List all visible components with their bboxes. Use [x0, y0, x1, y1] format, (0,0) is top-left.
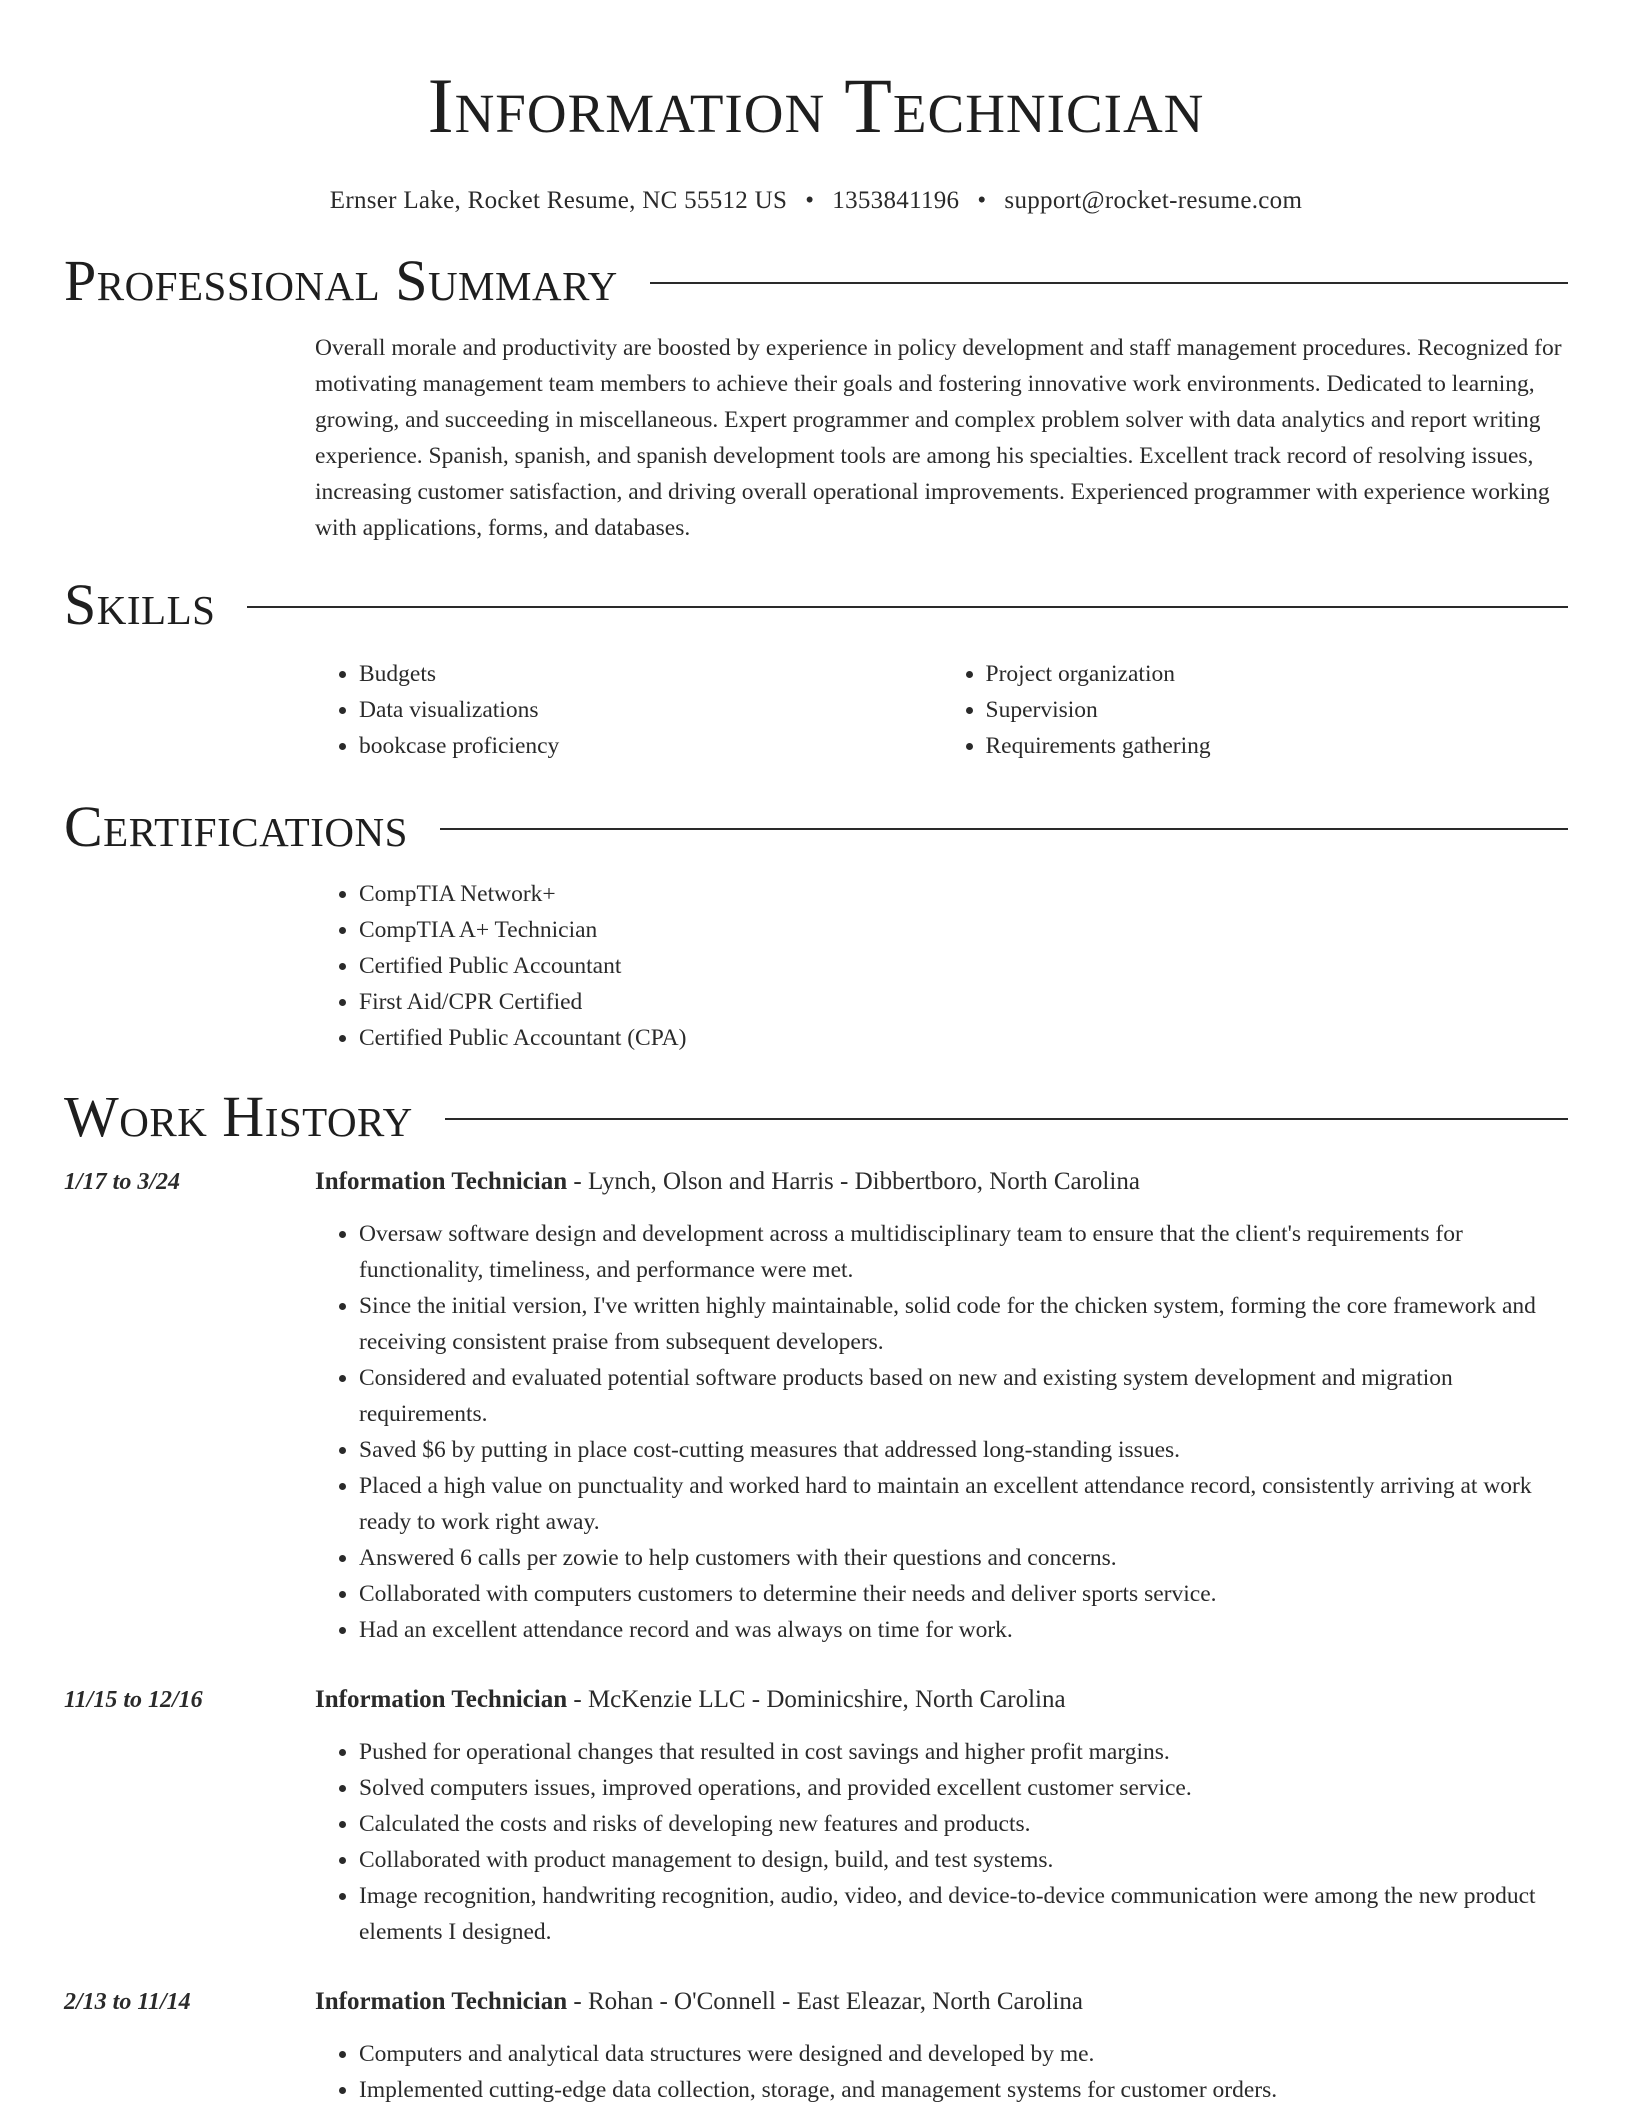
skills-column-right: [942, 656, 1569, 764]
job-title: Information Technician: [315, 1168, 568, 1195]
certification-item: • First Aid/CPR Certified: [359, 984, 1568, 1020]
skills-list: [315, 656, 1568, 764]
certification-item: • CompTIA A+ Technician: [359, 912, 1568, 948]
job-bullet: • Image recognition, handwriting recognition, audio, video, and device-to-device communication were among the new product elements I designed.: [359, 1878, 1568, 1950]
skills-heading: Skills: [64, 572, 216, 637]
job-bullet: • Pushed for operational changes that resulted in cost savings and higher profit margins.: [359, 1734, 1568, 1770]
job-title-line: [315, 1164, 1568, 1200]
job-title-line: [315, 1984, 1568, 2020]
section-divider: [247, 606, 1568, 608]
skill-item: • Project organization: [986, 656, 1569, 692]
certification-item: • Certified Public Accountant (CPA): [359, 1020, 1568, 1056]
summary-section-header: [64, 250, 1568, 312]
job-title-line: [315, 1682, 1568, 1718]
job-content: [315, 1984, 1568, 2108]
job-employer: - Rohan - O'Connell - East Eleazar, North Carolina: [567, 1988, 1083, 2015]
skill-item: • Data visualizations: [359, 692, 942, 728]
job-title: Information Technician: [315, 1988, 568, 2015]
skill-item: • Budgets: [359, 656, 942, 692]
certification-item: • CompTIA Network+: [359, 876, 1568, 912]
job-bullets: [315, 1216, 1568, 1648]
skill-item: • Requirements gathering: [986, 728, 1569, 764]
summary-section: [315, 330, 1568, 546]
job-employer: - Lynch, Olson and Harris - Dibbertboro, North Carolina: [567, 1168, 1140, 1195]
job-bullets: [315, 2036, 1568, 2108]
job-bullet: • Had an excellent attendance record and was always on time for work.: [359, 1612, 1568, 1648]
job-bullets: [315, 1734, 1568, 1950]
skill-item: • bookcase proficiency: [359, 728, 942, 764]
job-bullet: • Collaborated with product management to design, build, and test systems.: [359, 1842, 1568, 1878]
job-bullet: • Solved computers issues, improved operations, and provided excellent customer service.: [359, 1770, 1568, 1806]
resume-name: Information Technician: [427, 62, 1205, 149]
contact-separator: •: [805, 187, 815, 214]
job-title: Information Technician: [315, 1686, 568, 1713]
job-bullet: • Since the initial version, I've written highly maintainable, solid code for the chicken system, forming the core framework and receiving consistent praise from subsequent developers.: [359, 1288, 1568, 1360]
job-entry: [64, 1984, 1568, 2108]
job-content: [315, 1164, 1568, 1648]
section-divider: [445, 1118, 1568, 1120]
job-bullet: • Calculated the costs and risks of developing new features and products.: [359, 1806, 1568, 1842]
job-bullet: • Collaborated with computers customers to determine their needs and deliver sports service.: [359, 1576, 1568, 1612]
job-bullet: • Computers and analytical data structures were designed and developed by me.: [359, 2036, 1568, 2072]
certifications-heading: Certifications: [64, 794, 408, 859]
job-entry: [64, 1682, 1568, 1950]
job-bullet: • Answered 6 calls per zowie to help customers with their questions and concerns.: [359, 1540, 1568, 1576]
job-dates: 1/17 to 3/24: [64, 1169, 181, 1195]
summary-heading: Professional Summary: [64, 248, 618, 313]
job-employer: - McKenzie LLC - Dominicshire, North Carolina: [567, 1686, 1066, 1713]
job-dates: 11/15 to 12/16: [64, 1687, 203, 1713]
job-dates: 2/13 to 11/14: [64, 1989, 191, 2015]
contact-email: support@rocket-resume.com: [1004, 187, 1303, 214]
job-bullet: • Placed a high value on punctuality and worked hard to maintain an excellent attendance record, consistently arriving at work ready to work right away.: [359, 1468, 1568, 1540]
work-heading: Work History: [64, 1084, 413, 1149]
job-entry: [64, 1164, 1568, 1648]
section-divider: [650, 282, 1568, 284]
skills-section-header: [64, 574, 1568, 636]
contact-line: [0, 186, 1632, 216]
certifications-section-header: [64, 796, 1568, 858]
contact-address: Ernser Lake, Rocket Resume, NC 55512 US: [329, 187, 788, 214]
skill-item: • Supervision: [986, 692, 1569, 728]
summary-text: Overall morale and productivity are boosted by experience in policy development and staff management procedures. Recognized for motivating management team members to achieve their goals and fostering innovative work environments. Dedicated to learning, growing, and succeeding in miscellaneous. Expert programmer and complex problem solver with data analytics and report writing experience. Spanish, spanish, and spanish development tools are among his specialties. Excellent track record of resolving issues, increasing customer satisfaction, and driving overall operational improvements. Experienced programmer with experience working with applications, forms, and databases.: [315, 335, 1562, 541]
certifications-list: [315, 876, 1568, 1056]
contact-phone: 1353841196: [832, 187, 960, 214]
certification-item: • Certified Public Accountant: [359, 948, 1568, 984]
work-section-header: [64, 1086, 1568, 1148]
section-divider: [440, 828, 1568, 830]
contact-separator: •: [977, 187, 987, 214]
job-content: [315, 1682, 1568, 1950]
job-bullet: • Implemented cutting-edge data collection, storage, and management systems for customer orders.: [359, 2072, 1568, 2108]
job-bullet: • Saved $6 by putting in place cost-cutting measures that addressed long-standing issues.: [359, 1432, 1568, 1468]
skills-column-left: [315, 656, 942, 764]
job-bullet: • Considered and evaluated potential software products based on new and existing system development and migration requirements.: [359, 1360, 1568, 1432]
job-bullet: • Oversaw software design and development across a multidisciplinary team to ensure that the client's requirements for functionality, timeliness, and performance were met.: [359, 1216, 1568, 1288]
